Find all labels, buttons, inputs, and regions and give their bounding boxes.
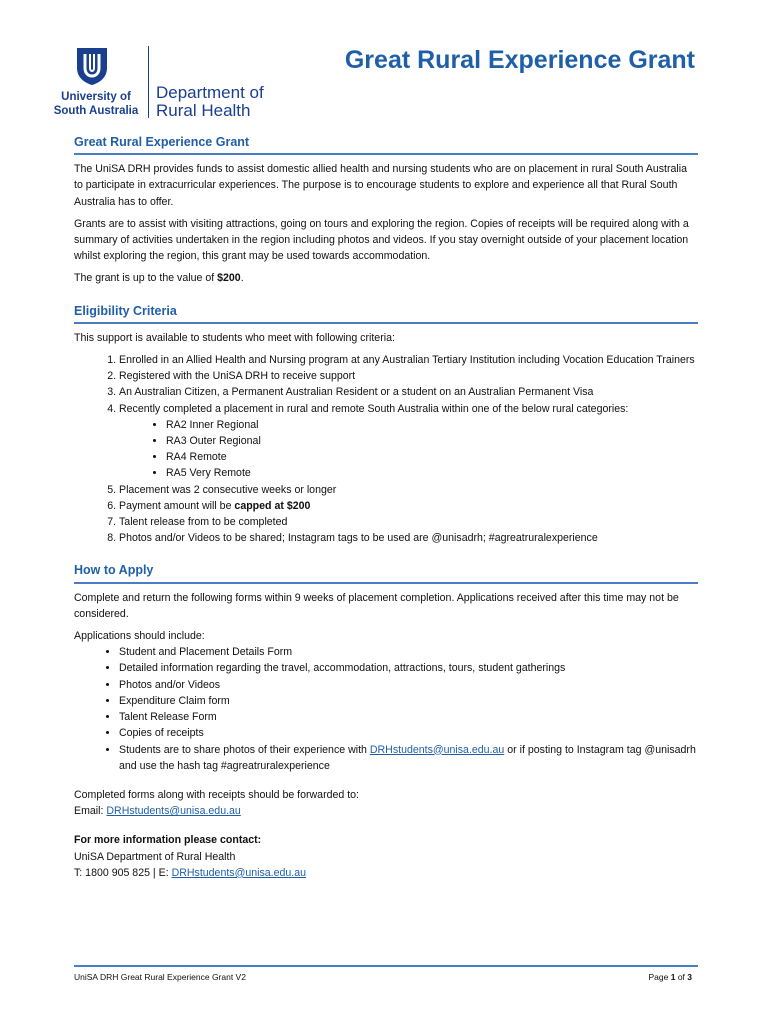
- category-item: • RA3 Outer Regional: [166, 433, 698, 449]
- criteria-item: 4. Recently completed a placement in rural and remote South Australia within one of the below rural categories: • RA2 Inner Regional • RA3 Outer Regional • RA4 Remote • RA5 Very Remote: [119, 401, 698, 482]
- application-item: • Expenditure Claim form: [119, 693, 698, 709]
- eligibility-heading: Eligibility Criteria: [74, 303, 698, 324]
- applications-include-label: Applications should include:: [74, 630, 205, 643]
- application-item: • Detailed information regarding the travel, accommodation, attractions, tours, student gatherings: [119, 660, 698, 676]
- application-item: • Copies of receipts: [119, 725, 698, 741]
- intro-paragraph-1: The UniSA DRH provides funds to assist domestic allied health and nursing students who are on placement in rural South Australia to participate in extracurricular experiences. The purpose is to encourage students to explore and experience all that Rural South Australia has to offer.: [74, 163, 688, 208]
- grant-value-paragraph: The grant is up to the value of $200.: [74, 272, 244, 285]
- contact-email-link[interactable]: DRHstudents@unisa.edu.au: [171, 866, 307, 879]
- category-item: • RA2 Inner Regional: [166, 417, 698, 433]
- footer-doc-name: UniSA DRH Great Rural Experience Grant V2: [74, 972, 246, 982]
- unisa-drh-logo: [46, 46, 276, 120]
- drh-students-email-link[interactable]: DRHstudents@unisa.edu.au: [369, 743, 505, 756]
- intro-paragraph-2: Grants are to assist with visiting attractions, going on tours and exploring the region. Copies of receipts will be required along with a summary of activities undertaken in the region including photos and videos. If you stay overnight outside of your placement location whilst exploring the region, this grant may be used towards accommodation.: [74, 217, 689, 263]
- page-number: Page 1 of 3: [648, 972, 692, 982]
- document-body: [74, 134, 698, 881]
- contact-block: [74, 832, 698, 881]
- grant-amount: $200: [217, 272, 241, 285]
- unisa-shield-icon: [75, 46, 109, 86]
- forward-email-link[interactable]: DRHstudents@unisa.edu.au: [106, 805, 241, 818]
- department-name: Department of Rural Health: [156, 83, 264, 120]
- application-items-list: [74, 644, 698, 774]
- application-item: • Student and Placement Details Form: [119, 644, 698, 660]
- logo-divider: [148, 46, 149, 118]
- criteria-item: 8. Photos and/or Videos to be shared; Instagram tags to be used are @unisadrh; #agreatruralexperience: [119, 530, 698, 546]
- document-title: Great Rural Experience Grant: [344, 46, 695, 74]
- contact-org: UniSA Department of Rural Health: [74, 850, 236, 863]
- criteria-item: 5. Placement was 2 consecutive weeks or longer: [119, 482, 698, 498]
- eligibility-intro: This support is available to students who meet with following criteria:: [74, 331, 395, 344]
- page-footer: [74, 965, 698, 982]
- university-name: University of South Australia: [53, 91, 139, 117]
- eligibility-list: [74, 352, 698, 546]
- apply-paragraph: Complete and return the following forms within 9 weeks of placement completion. Applications received after this time may not be considered.: [74, 591, 679, 620]
- category-item: • RA4 Remote: [166, 449, 698, 465]
- rural-categories-list: [119, 417, 698, 482]
- how-to-apply-heading: How to Apply: [74, 562, 698, 583]
- contact-heading: For more information please contact:: [74, 834, 262, 847]
- application-item: • Photos and/or Videos: [119, 677, 698, 693]
- intro-heading: Great Rural Experience Grant: [74, 134, 698, 155]
- criteria-item: 6. Payment amount will be capped at $200: [119, 498, 698, 514]
- criteria-item: 1. Enrolled in an Allied Health and Nursing program at any Australian Tertiary Institution including Vocation Education Trainers: [119, 352, 698, 368]
- criteria-item: 7. Talent release from to be completed: [119, 514, 698, 530]
- criteria-item: 2. Registered with the UniSA DRH to receive support: [119, 368, 698, 384]
- application-item: • Talent Release Form: [119, 709, 698, 725]
- forward-instructions: Completed forms along with receipts should be forwarded to: Email: DRHstudents@unisa.edu.au: [74, 788, 360, 818]
- contact-phone: T: 1800 905 825 | E:: [74, 866, 172, 879]
- criteria-item: 3. An Australian Citizen, a Permanent Australian Resident or a student on an Australian Permanent Visa: [119, 384, 698, 400]
- category-item: • RA5 Very Remote: [166, 465, 698, 481]
- application-item: • Students are to share photos of their experience with DRHstudents@unisa.edu.au or if posting to Instagram tag @unisadrh and use the hash tag #agreatruralexperience: [119, 742, 698, 774]
